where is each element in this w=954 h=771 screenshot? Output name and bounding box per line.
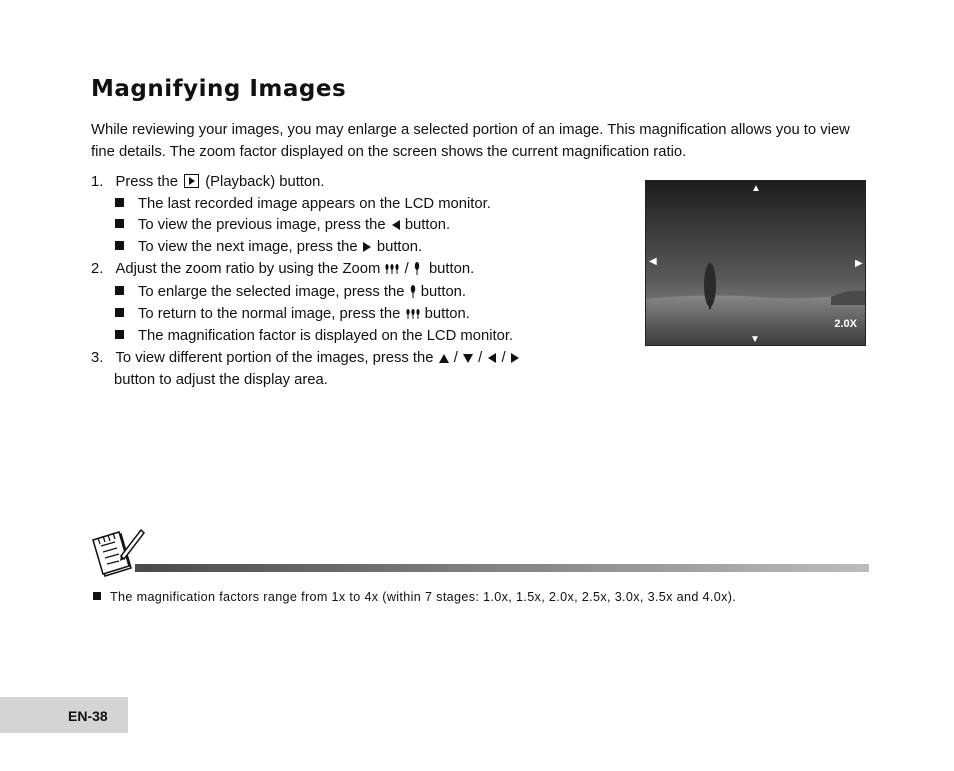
- bullet-square-icon: [115, 198, 124, 207]
- step-1: [91, 174, 325, 190]
- right-arrow-icon: [362, 241, 373, 253]
- step-2-bullet-1: [115, 284, 466, 300]
- step-number: 2.: [91, 261, 104, 277]
- bullet-square-icon: [115, 330, 124, 339]
- separator: /: [453, 350, 458, 366]
- bullet-text: To view the previous image, press the: [138, 217, 386, 233]
- bullet-text: To view the next image, press the: [138, 239, 358, 255]
- right-arrow-icon: [510, 352, 521, 364]
- bullet-square-icon: [115, 286, 124, 295]
- bullet-text: To return to the normal image, press the: [138, 306, 401, 322]
- step-2-bullet-3: [115, 328, 513, 344]
- bullet-square-icon: [115, 308, 124, 317]
- separator: /: [404, 261, 409, 277]
- landscape-photo: [646, 181, 865, 345]
- step-number: 1.: [91, 174, 104, 190]
- step-1-bullet-2: [115, 217, 450, 233]
- up-arrow-icon: ▲: [751, 183, 761, 194]
- up-arrow-icon: [438, 353, 450, 364]
- step-3-text: To view different portion of the images, press the: [115, 350, 434, 366]
- page-title: Magnifying Images: [91, 76, 347, 102]
- left-arrow-icon: [390, 219, 401, 231]
- bullet-square-icon: [115, 219, 124, 228]
- lcd-preview-image: [645, 180, 866, 346]
- bullet-text: The last recorded image appears on the LCD monitor.: [138, 196, 491, 212]
- step-1-bullet-1: [115, 196, 491, 212]
- left-arrow-icon: ◀: [649, 256, 657, 267]
- step-3-continuation: button to adjust the display area.: [114, 372, 328, 388]
- left-arrow-icon: [486, 352, 497, 364]
- step-1-text-end: (Playback) button.: [205, 174, 325, 190]
- intro-paragraph: While reviewing your images, you may enlarge a selected portion of an image. This magnification allows you to view fine details. The zoom factor displayed on the screen shows the current magnification ratio.: [91, 122, 850, 160]
- down-arrow-icon: [462, 353, 474, 364]
- bullet-text: The magnification factor is displayed on the LCD monitor.: [138, 328, 514, 344]
- note-content: The magnification factors range from 1x to 4x (within 7 stages: 1.0x, 1.5x, 2.0x, 2.5x, 3.0x, 3.5x and 4.0x).: [110, 590, 737, 604]
- step-2-text-end: button.: [428, 261, 475, 277]
- step-number: 3.: [91, 350, 104, 366]
- bullet-text-end: button.: [424, 306, 470, 322]
- play-icon: [184, 174, 199, 188]
- zoom-in-icon: [413, 261, 421, 275]
- note-text: [93, 590, 736, 604]
- step-1-bullet-3: [115, 239, 422, 255]
- step-1-text: Press the: [115, 174, 178, 190]
- step-2-text: Adjust the zoom ratio by using the Zoom: [115, 261, 381, 277]
- step-2-bullet-2: [115, 306, 470, 322]
- zoom-factor-label: 2.0X: [834, 318, 857, 330]
- page-number: EN-38: [68, 708, 108, 724]
- bullet-text: To enlarge the selected image, press the: [138, 284, 405, 300]
- bullet-text-end: button.: [376, 239, 423, 255]
- step-2: [91, 261, 474, 277]
- zoom-out-icon: [384, 262, 400, 275]
- note-divider-bar: [135, 564, 869, 572]
- bullet-text-end: button.: [420, 284, 467, 300]
- down-arrow-icon: ▼: [750, 334, 760, 345]
- zoom-in-icon: [409, 284, 417, 298]
- right-arrow-icon: ▶: [855, 258, 863, 269]
- page-number-tab: [0, 697, 128, 733]
- bullet-square-icon: [93, 592, 101, 600]
- separator: /: [501, 350, 506, 366]
- separator: /: [478, 350, 483, 366]
- bullet-text-end: button.: [404, 217, 451, 233]
- zoom-out-icon: [405, 307, 421, 320]
- step-3: [91, 350, 521, 366]
- bullet-square-icon: [115, 241, 124, 250]
